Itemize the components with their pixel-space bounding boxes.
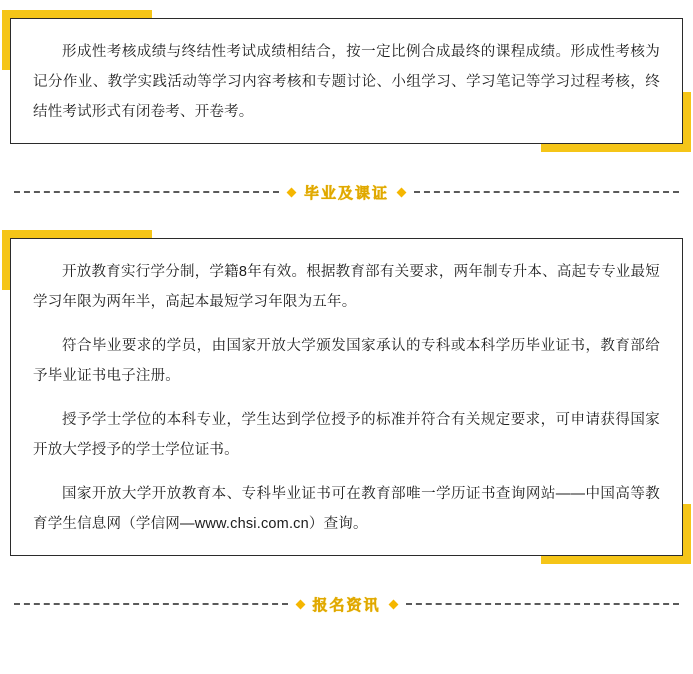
assessment-card [10, 18, 683, 144]
diamond-icon-right-2 [388, 599, 398, 609]
graduation-card [10, 238, 683, 556]
graduation-paragraph-3: 授予学士学位的本科专业，学生达到学位授予的标准并符合有关规定要求，可申请获得国家开放大学授予的学士学位证书。 [33, 412, 660, 458]
graduation-paragraph-2: 符合毕业要求的学员，由国家开放大学颁发国家承认的专科或本科学历毕业证书，教育部给予毕业证书电子注册。 [33, 338, 660, 384]
diamond-icon-left-2 [295, 599, 305, 609]
graduation-paragraph-4: 国家开放大学开放教育本、专科毕业证书可在教育部唯一学历证书查询网站——中国高等教育学生信息网（学信网—www.chsi.com.cn）查询。 [33, 486, 660, 532]
assessment-paragraph-1: 形成性考核成绩与终结性考试成绩相结合，按一定比例合成最终的课程成绩。形成性考核为记分作业、教学实践活动等学习内容考核和专题讨论、小组学习、学习笔记等学习过程考核，终结性考试形式有闭卷考、开卷考。 [33, 44, 660, 120]
divider-dash-left [14, 191, 279, 193]
graduation-card-body [10, 238, 683, 556]
divider-enroll-dash-left [14, 603, 288, 605]
graduation-paragraph-1: 开放教育实行学分制，学籍8年有效。根据教育部有关要求，两年制专升本、高起专专业最短学习年限为两年半，高起本最短学习年限为五年。 [33, 264, 660, 310]
divider-graduation [0, 172, 693, 212]
divider-enroll-title: 报名资讯 [312, 596, 381, 614]
diamond-icon-right [397, 187, 407, 197]
divider-graduation-title: 毕业及课证 [304, 184, 390, 202]
divider-dash-right [414, 191, 679, 193]
diamond-icon-left [287, 187, 297, 197]
divider-enroll [0, 584, 693, 624]
divider-enroll-dash-right [406, 603, 680, 605]
assessment-card-body [10, 18, 683, 144]
